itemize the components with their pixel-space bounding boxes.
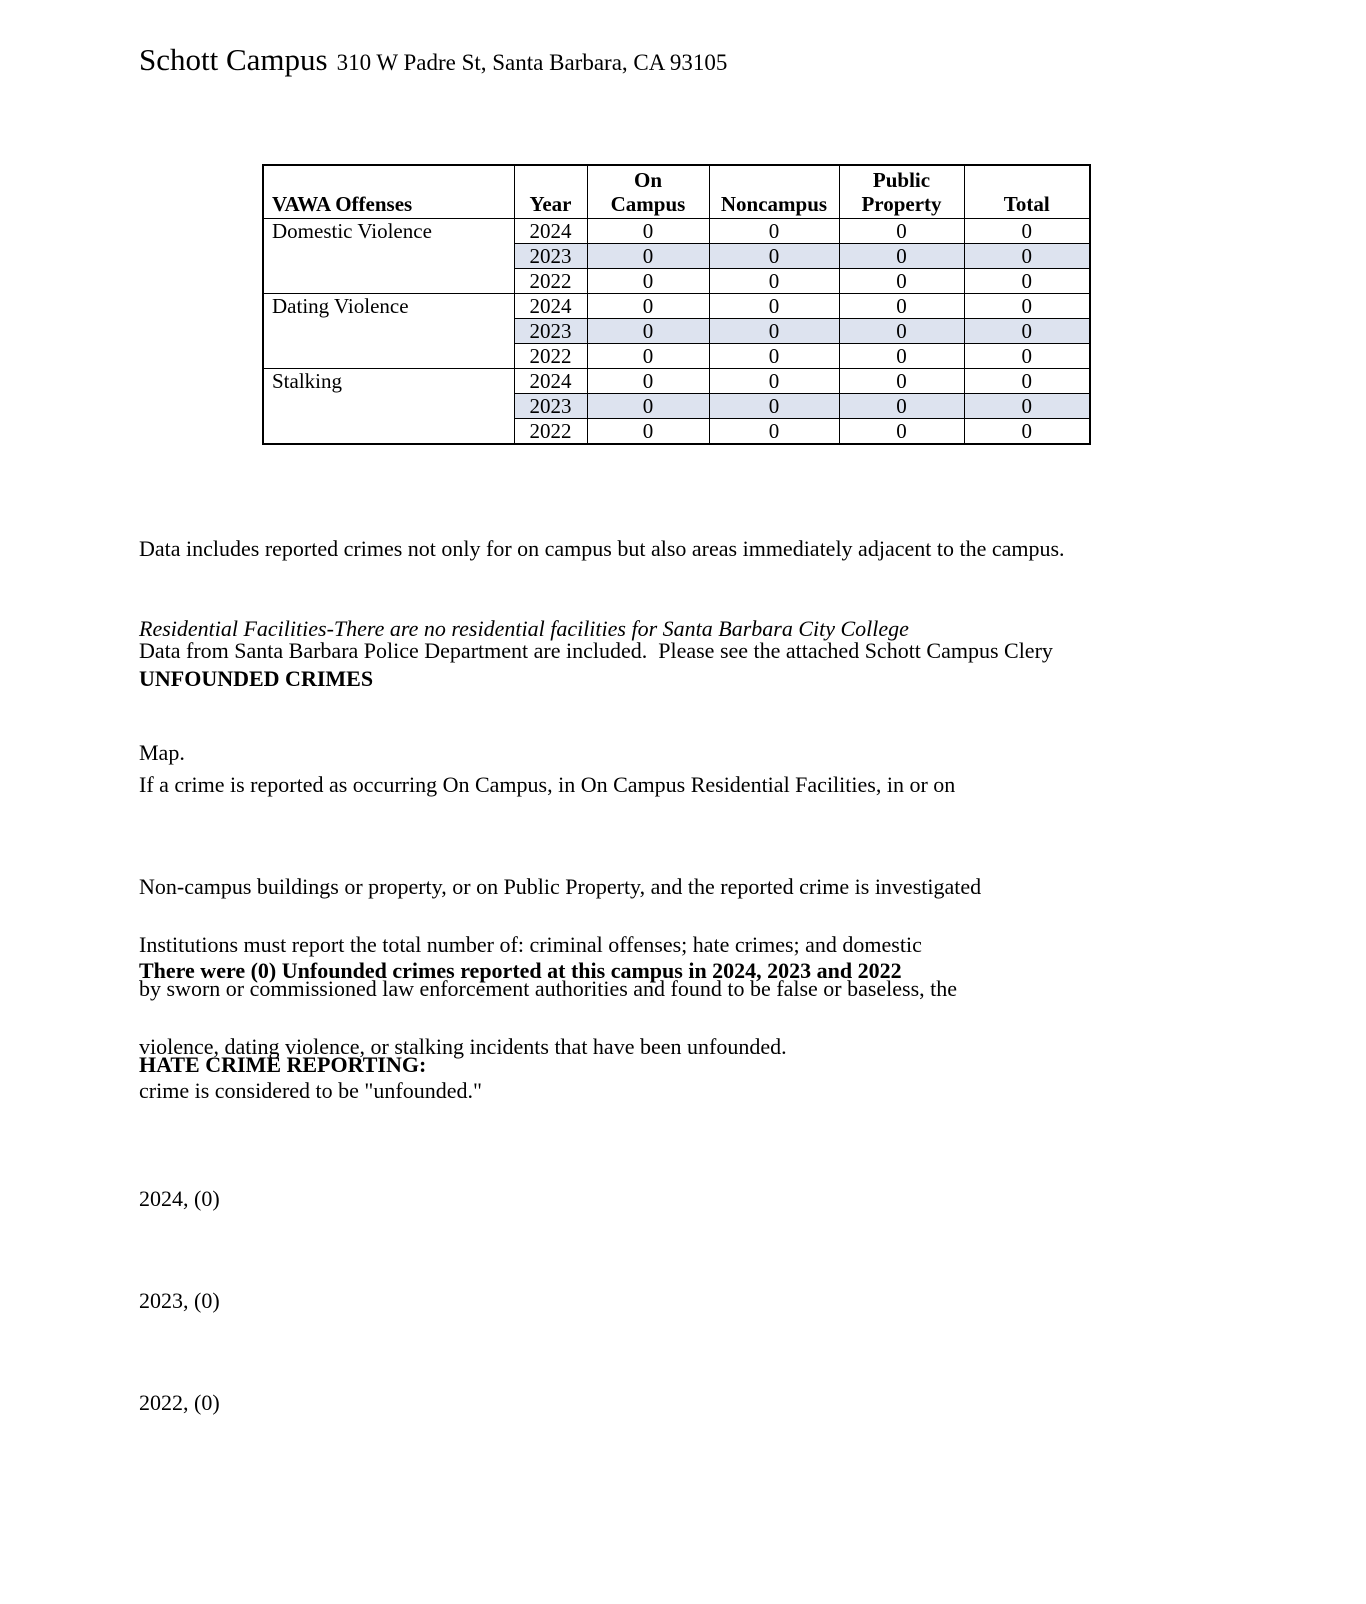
offense-name-cell: Stalking [263, 369, 514, 445]
paragraph-line: If a crime is reported as occurring On Campus, in On Campus Residential Facilities, in or on [139, 772, 956, 797]
page-title: Schott Campus [139, 42, 328, 77]
public-property-cell: 0 [839, 369, 964, 394]
hate-crime-year-item: 2024, (0) [139, 1186, 220, 1211]
noncampus-cell: 0 [709, 344, 839, 369]
noncampus-cell: 0 [709, 394, 839, 419]
year-cell: 2024 [514, 294, 587, 319]
on-campus-cell: 0 [587, 394, 709, 419]
column-header-label: Total [1003, 192, 1050, 216]
noncampus-cell: 0 [709, 294, 839, 319]
paragraph-line: Data from Santa Barbara Police Department are included. Please see the attached Schott Campus Clery [139, 638, 1053, 663]
column-header-total [964, 165, 1090, 219]
hate-crime-year-item: 2022, (0) [139, 1390, 220, 1415]
paragraph-line: crime is considered to be "unfounded." [139, 1078, 482, 1103]
year-cell: 2023 [514, 394, 587, 419]
column-header-label: On [633, 168, 662, 192]
institutions-report-paragraph [139, 860, 1229, 1132]
total-cell: 0 [964, 269, 1090, 294]
campus-address: 310 W Padre St, Santa Barbara, CA 93105 [336, 50, 728, 75]
year-cell: 2022 [514, 344, 587, 369]
public-property-cell: 0 [839, 294, 964, 319]
noncampus-cell: 0 [709, 369, 839, 394]
unfounded-crimes-statement: There were (0) Unfounded crimes reported at this campus in 2024, 2023 and 2022 [139, 958, 902, 983]
total-cell: 0 [964, 319, 1090, 344]
public-property-cell: 0 [839, 219, 964, 244]
hate-crime-heading: HATE CRIME REPORTING: [139, 1052, 427, 1077]
on-campus-cell: 0 [587, 269, 709, 294]
noncampus-cell: 0 [709, 419, 839, 445]
public-property-cell: 0 [839, 419, 964, 445]
table-row [263, 369, 1090, 394]
on-campus-cell: 0 [587, 294, 709, 319]
column-header-label: Campus [610, 192, 686, 216]
column-header-vawa-offenses [263, 165, 514, 219]
year-cell: 2022 [514, 269, 587, 294]
total-cell: 0 [964, 394, 1090, 419]
document-header [139, 42, 727, 78]
noncampus-cell: 0 [709, 219, 839, 244]
paragraph-line: Institutions must report the total number of: criminal offenses; hate crimes; and domestic [139, 932, 922, 957]
noncampus-cell: 0 [709, 244, 839, 269]
column-header-label: Public [872, 168, 931, 192]
noncampus-cell: 0 [709, 319, 839, 344]
total-cell: 0 [964, 419, 1090, 445]
year-cell: 2023 [514, 319, 587, 344]
total-cell: 0 [964, 344, 1090, 369]
column-header-year [514, 165, 587, 219]
total-cell: 0 [964, 369, 1090, 394]
vawa-offenses-table [262, 164, 1091, 445]
public-property-cell: 0 [839, 244, 964, 269]
hate-crime-year-item: 2023, (0) [139, 1288, 220, 1313]
paragraph-line: Map. [139, 740, 185, 765]
public-property-cell: 0 [839, 319, 964, 344]
total-cell: 0 [964, 244, 1090, 269]
offense-name-cell: Dating Violence [263, 294, 514, 369]
on-campus-cell: 0 [587, 419, 709, 445]
column-header-label: Property [861, 192, 942, 216]
paragraph-line: violence, dating violence, or stalking incidents that have been unfounded. [139, 1034, 787, 1059]
on-campus-cell: 0 [587, 344, 709, 369]
public-property-cell: 0 [839, 344, 964, 369]
on-campus-cell: 0 [587, 319, 709, 344]
table-header-row [263, 165, 1090, 219]
year-cell: 2022 [514, 419, 587, 445]
column-header-noncampus [709, 165, 839, 219]
year-cell: 2024 [514, 369, 587, 394]
residential-facilities-note: Residential Facilities-There are no residential facilities for Santa Barbara City College [139, 616, 909, 641]
unfounded-crimes-heading: UNFOUNDED CRIMES [139, 666, 374, 691]
noncampus-cell: 0 [709, 269, 839, 294]
column-header-label: VAWA Offenses [272, 192, 413, 216]
table-row [263, 219, 1090, 244]
column-header-public-property [839, 165, 964, 219]
hate-crime-year-list [139, 1114, 1229, 1488]
column-header-label: Noncampus [720, 192, 828, 216]
on-campus-cell: 0 [587, 369, 709, 394]
column-header-label: Year [529, 192, 572, 216]
paragraph-line: by sworn or commissioned law enforcement authorities and found to be false or baseless, the [139, 976, 958, 1001]
paragraph-line: Data includes reported crimes not only for on campus but also areas immediately adjacent to the campus. [139, 536, 1065, 561]
total-cell: 0 [964, 294, 1090, 319]
on-campus-cell: 0 [587, 219, 709, 244]
offense-name-cell: Domestic Violence [263, 219, 514, 294]
table-row [263, 294, 1090, 319]
column-header-on-campus [587, 165, 709, 219]
public-property-cell: 0 [839, 269, 964, 294]
year-cell: 2024 [514, 219, 587, 244]
total-cell: 0 [964, 219, 1090, 244]
public-property-cell: 0 [839, 394, 964, 419]
year-cell: 2023 [514, 244, 587, 269]
on-campus-cell: 0 [587, 244, 709, 269]
paragraph-line: Non-campus buildings or property, or on Public Property, and the reported crime is investigated [139, 874, 982, 899]
